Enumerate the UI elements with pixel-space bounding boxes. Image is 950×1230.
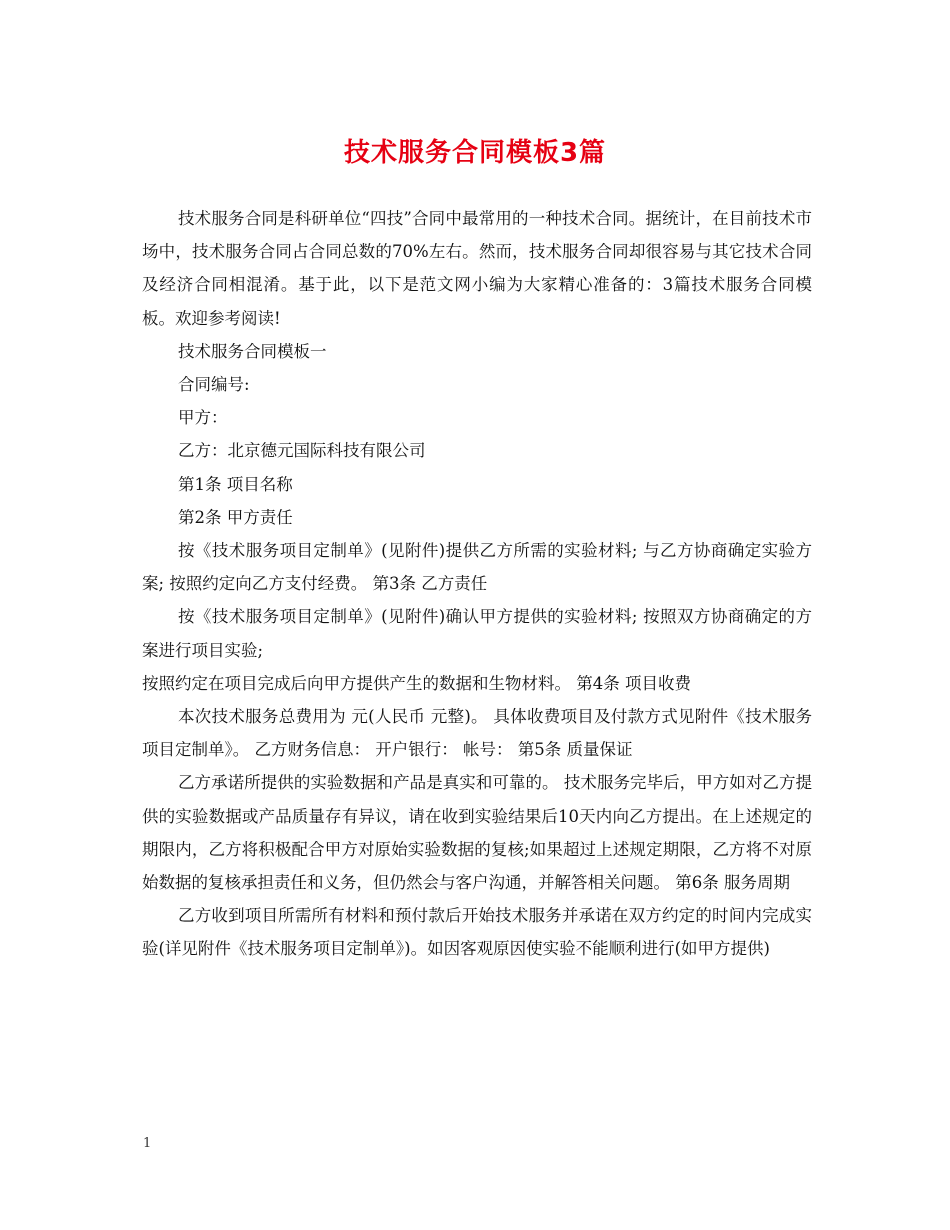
article-3-continuation: 按照约定在项目完成后向甲方提供产生的数据和生物材料。 第4条 项目收费 <box>142 673 691 693</box>
party-a-line: 甲方： <box>178 408 228 428</box>
article-4-paragraph: 本次技术服务总费用为 元(人民币 元整)。 具体收费项目及付款方式见附件《技术服务项目定制单》。 乙方财务信息： 开户银行： 帐号： 第5条 质量保证 <box>142 707 812 760</box>
article-2-paragraph: 按《技术服务项目定制单》(见附件)提供乙方所需的实验材料; 与乙方协商确定实验方案; 按照约定向乙方支付经费。 第3条 乙方责任 <box>142 541 812 594</box>
intro-paragraph: 技术服务合同是科研单位“四技”合同中最常用的一种技术合同。据统计，在目前技术市场中，技术服务合同占合同总数的70%左右。然而，技术服务合同却很容易与其它技术合同及经济合同相混淆。基于此，以下是范文网小编为大家精心准备的：3篇技术服务合同模板。欢迎参考阅读! <box>142 209 812 328</box>
article-6-paragraph: 乙方收到项目所需所有材料和预付款后开始技术服务并承诺在双方约定的时间内完成实验(详见附件《技术服务项目定制单》)。如因客观原因使实验不能顺利进行(如甲方提供) <box>142 906 812 959</box>
article-2-heading: 第2条 甲方责任 <box>178 507 293 527</box>
article-3-paragraph: 按《技术服务项目定制单》(见附件)确认甲方提供的实验材料; 按照双方协商确定的方案进行项目实验; <box>142 607 812 660</box>
page-number: 1 <box>143 1136 152 1151</box>
document-title: 技术服务合同模板3篇 <box>343 138 607 168</box>
contract-number-line: 合同编号: <box>178 375 250 395</box>
template-heading: 技术服务合同模板一 <box>178 341 327 361</box>
article-5-paragraph: 乙方承诺所提供的实验数据和产品是真实和可靠的。 技术服务完毕后，甲方如对乙方提供的实验数据或产品质量存有异议，请在收到实验结果后10天内向乙方提出。在上述规定的期限内，乙方将积极配合甲方对原始实验数据的复核;如果超过上述规定期限，乙方将不对原始数据的复核承担责任和义务，但仍然会与客户沟通，并解答相关问题。 第6条 服务周期 <box>142 773 812 893</box>
article-1-heading: 第1条 项目名称 <box>178 474 293 494</box>
party-b-line: 乙方：北京德元国际科技有限公司 <box>178 441 426 461</box>
document-body <box>142 202 812 966</box>
